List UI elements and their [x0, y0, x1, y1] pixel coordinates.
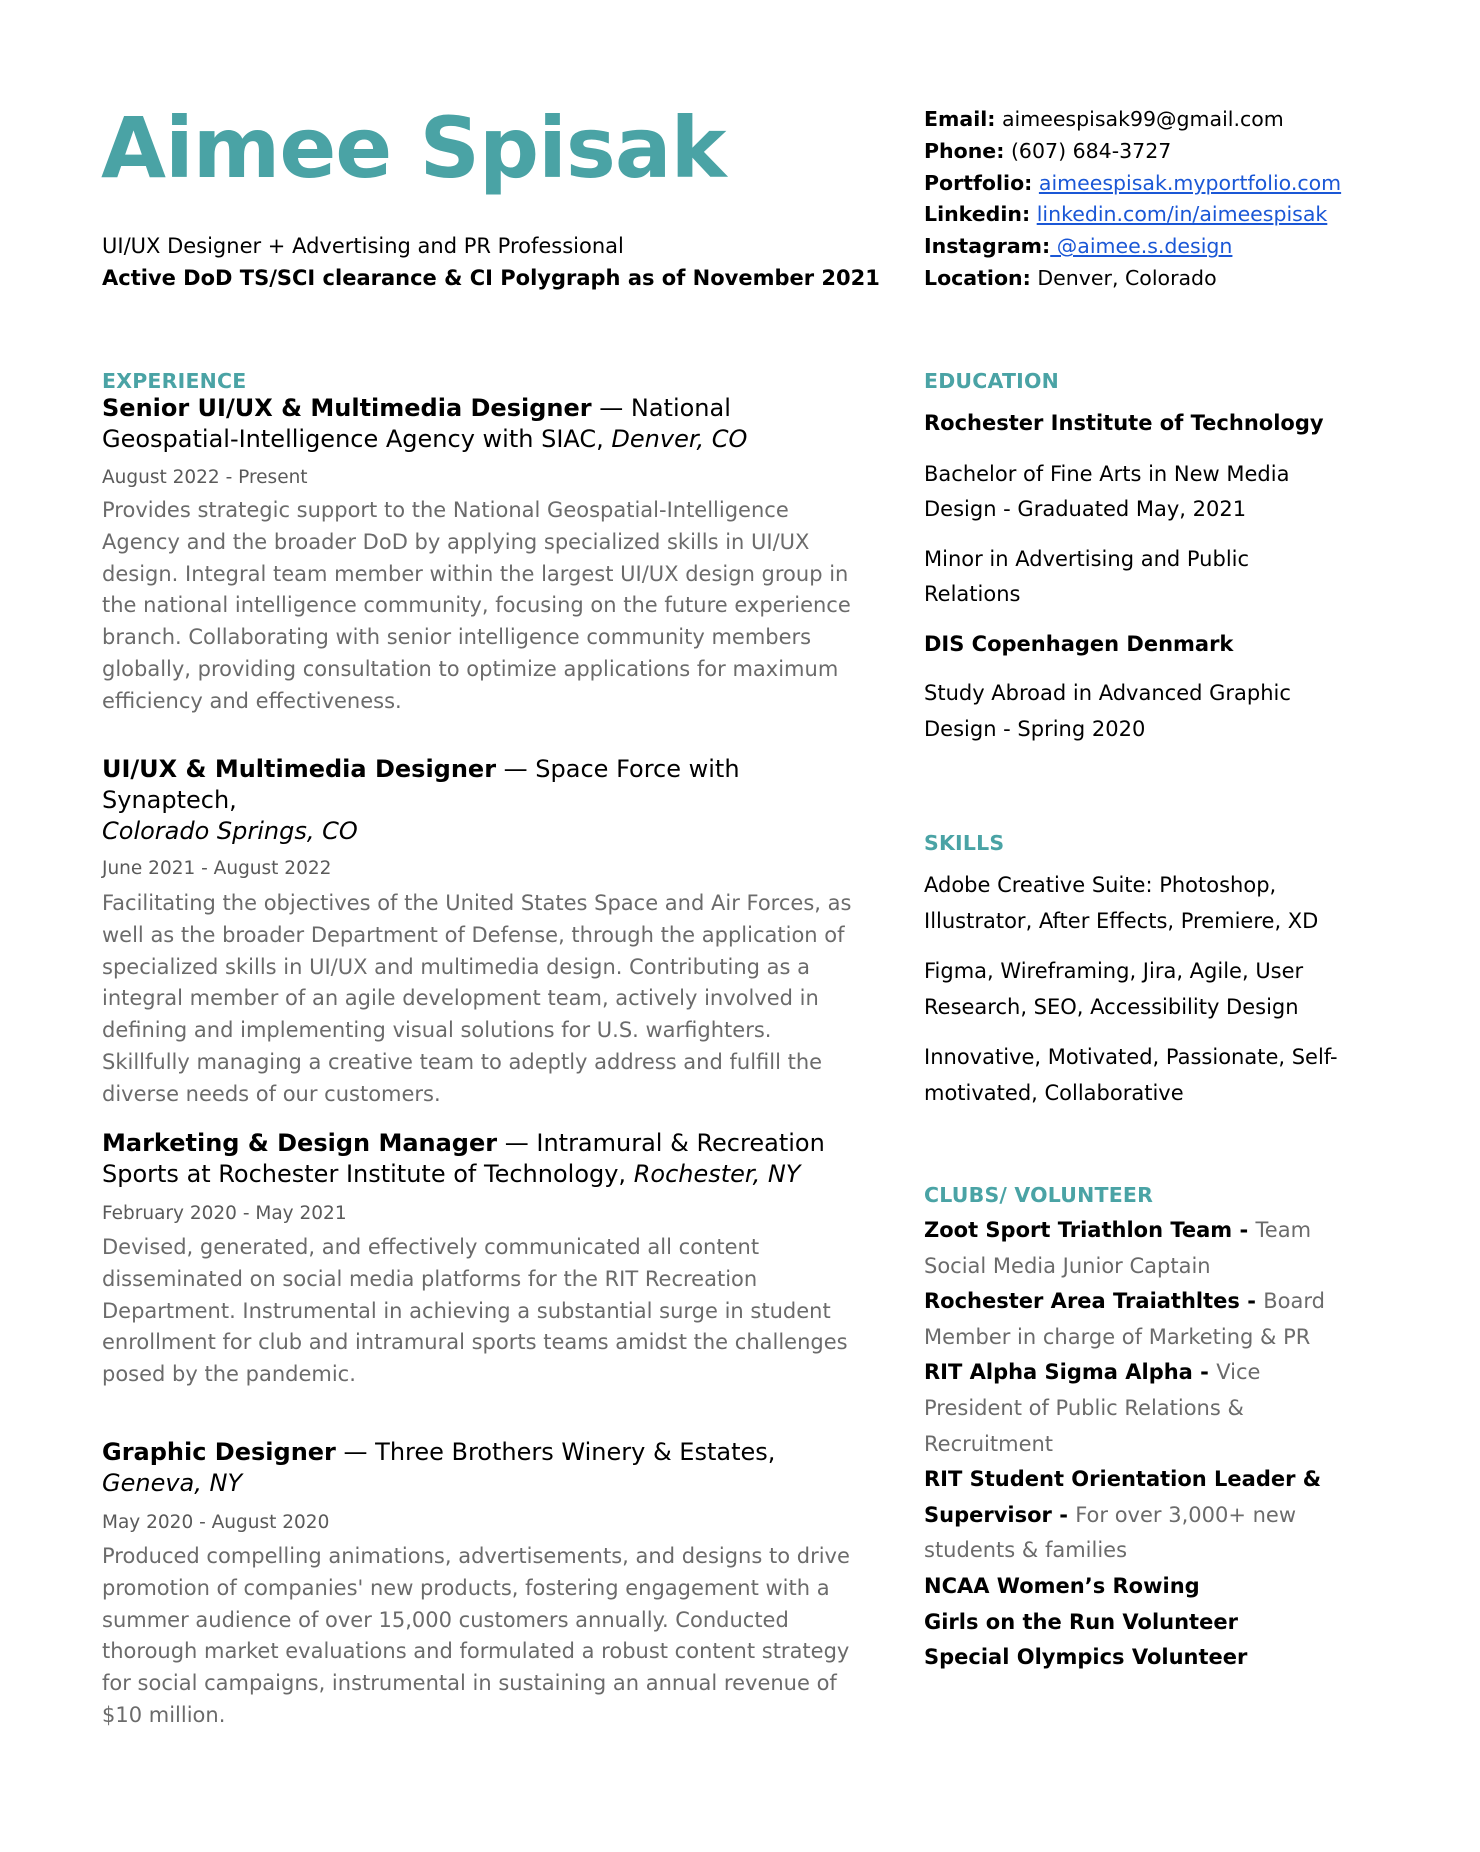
club-item: Zoot Sport Triathlon Team - Team Social Media Junior Captain [924, 1218, 1312, 1278]
degree: Bachelor of Fine Arts in New Media Design - Graduated May, 2021 [924, 461, 1290, 521]
job-org-line1: — Space Force with Synaptech, [102, 755, 740, 814]
job-location: Geneva, NY [102, 1469, 243, 1497]
instagram-label: Instagram: [924, 234, 1051, 259]
job-dates: February 2020 - May 2021 [102, 1203, 347, 1224]
job-role: Graphic Designer [102, 1438, 336, 1466]
job-org-line2: Geospatial-Intelligence Agency with SIAC, [102, 425, 612, 453]
job-entry-4 [102, 1437, 862, 1732]
contact-email [924, 104, 1341, 136]
job-org-line1: — Intramural & Recreation [497, 1129, 825, 1157]
experience-heading: EXPERIENCE [102, 369, 247, 393]
job-entry-2 [102, 754, 862, 1111]
club-item: RIT Alpha Sigma Alpha - Vice President of Public Relations & Recruitment [924, 1360, 1261, 1456]
phone-label: Phone: [924, 138, 1005, 163]
job-description: Facilitating the objectives of the United States Space and Air Forces, as well as the broader Department of Defense, through the application of specialized skills in UI/UX and multimedia design. Contributing as a integral member of an agile development team, actively involved in defining and implementing visual solutions for U.S. warfighters. Skillfully managing a creative team to adeptly address and fulfill the diverse needs of our customers. [102, 891, 852, 1106]
minor: Minor in Advertising and Public Relations [924, 546, 1250, 606]
contact-block [924, 104, 1341, 295]
email-label: Email: [924, 107, 996, 131]
job-title [102, 754, 862, 847]
skill-item: Adobe Creative Suite: Photoshop, Illustrator, After Effects, Premiere, XD [924, 873, 1319, 933]
job-description: Devised, generated, and effectively communicated all content disseminated on social media platforms for the RIT Recreation Department. Instrumental in achieving a substantial surge in student enrollment for club and intramural sports teams amidst the challenges posed by the pandemic. [102, 1235, 848, 1387]
education-block [924, 406, 1344, 747]
skills-block [924, 868, 1344, 1111]
club-item: Special Olympics Volunteer [924, 1645, 1248, 1670]
contact-portfolio [924, 168, 1341, 200]
header-subtitle [102, 230, 880, 294]
clubs-heading: CLUBS/ VOLUNTEER [924, 1183, 1154, 1207]
job-location: Denver, CO [611, 425, 748, 453]
job-dates: August 2022 - Present [102, 467, 308, 488]
location-label: Location: [924, 265, 1031, 290]
email-value: aimeespisak99@gmail.com [1001, 107, 1284, 131]
location-value: Denver, Colorado [1037, 265, 1217, 290]
club-item: NCAA Women’s Rowing [924, 1573, 1200, 1598]
contact-phone [924, 136, 1341, 168]
contact-instagram [924, 231, 1341, 263]
job-description: Produced compelling animations, advertisements, and designs to drive promotion of companies' new products, fostering engagement with a summer audience of over 15,000 customers annually. Conducted thorough market evaluations and formulated a robust content strategy for social campaigns, instrumental in sustaining an annual revenue of $10 million. [102, 1544, 850, 1727]
job-role: UI/UX & Multimedia Designer [102, 755, 497, 783]
resume-name: Aimee Spisak [101, 99, 726, 197]
job-location: Rochester, NY [633, 1160, 801, 1188]
club-item: Rochester Area Traiathltes - Board Member in charge of Marketing & PR [924, 1289, 1325, 1349]
job-title [102, 1437, 862, 1499]
skill-item: Innovative, Motivated, Passionate, Self-motivated, Collaborative [924, 1045, 1338, 1105]
job-title [102, 1128, 862, 1190]
club-item: Girls on the Run Volunteer [924, 1609, 1238, 1634]
phone-value: (607) 684-3727 [1010, 138, 1172, 163]
school-rit: Rochester Institute of Technology [924, 411, 1324, 435]
skill-item: Figma, Wireframing, Jira, Agile, User Research, SEO, Accessibility Design [924, 959, 1304, 1019]
job-dates: May 2020 - August 2020 [102, 1512, 330, 1533]
job-entry-3 [102, 1128, 862, 1391]
job-title [102, 393, 862, 455]
job-dates: June 2021 - August 2022 [102, 858, 332, 879]
job-role: Senior UI/UX & Multimedia Designer [102, 394, 592, 422]
education-heading: EDUCATION [924, 369, 1059, 393]
linkedin-link[interactable]: linkedin.com/in/aimeespisak [1036, 202, 1328, 227]
job-description: Provides strategic support to the National Geospatial-Intelligence Agency and the broader DoD by applying specialized skills in UI/UX design. Integral team member within the largest UI/UX design group in the national intelligence community, focusing on the future experience branch. Collaborating with senior intelligence community members globally, providing consultation to optimize applications for maximum efficiency and effectiveness. [102, 498, 851, 713]
linkedin-label: Linkedin: [924, 202, 1031, 227]
school-dis: DIS Copenhagen Denmark [924, 631, 1234, 656]
skills-heading: SKILLS [924, 831, 1005, 855]
clearance-line: Active DoD TS/SCI clearance & CI Polygraph as of November 2021 [102, 266, 880, 290]
job-org-line1: — Three Brothers Winery & Estates, [335, 1438, 776, 1466]
club-item: RIT Student Orientation Leader & Supervisor - For over 3,000+ new students & families [924, 1467, 1322, 1563]
job-role: Marketing & Design Manager [102, 1129, 498, 1157]
job-org-line1: — National [591, 394, 731, 422]
job-entry-1 [102, 393, 862, 718]
professional-title: UI/UX Designer + Advertising and PR Professional [102, 234, 624, 258]
job-location: Colorado Springs, CO [102, 817, 358, 845]
contact-linkedin [924, 199, 1341, 231]
clubs-block [924, 1213, 1344, 1676]
instagram-link[interactable]: @aimee.s.design [1050, 234, 1233, 259]
contact-location [924, 263, 1341, 295]
portfolio-link[interactable]: aimeespisak.myportfolio.com [1038, 170, 1342, 195]
portfolio-label: Portfolio: [924, 170, 1033, 195]
study-abroad: Study Abroad in Advanced Graphic Design - Spring 2020 [924, 681, 1291, 741]
job-org-line2: Sports at Rochester Institute of Technology, [102, 1160, 634, 1188]
